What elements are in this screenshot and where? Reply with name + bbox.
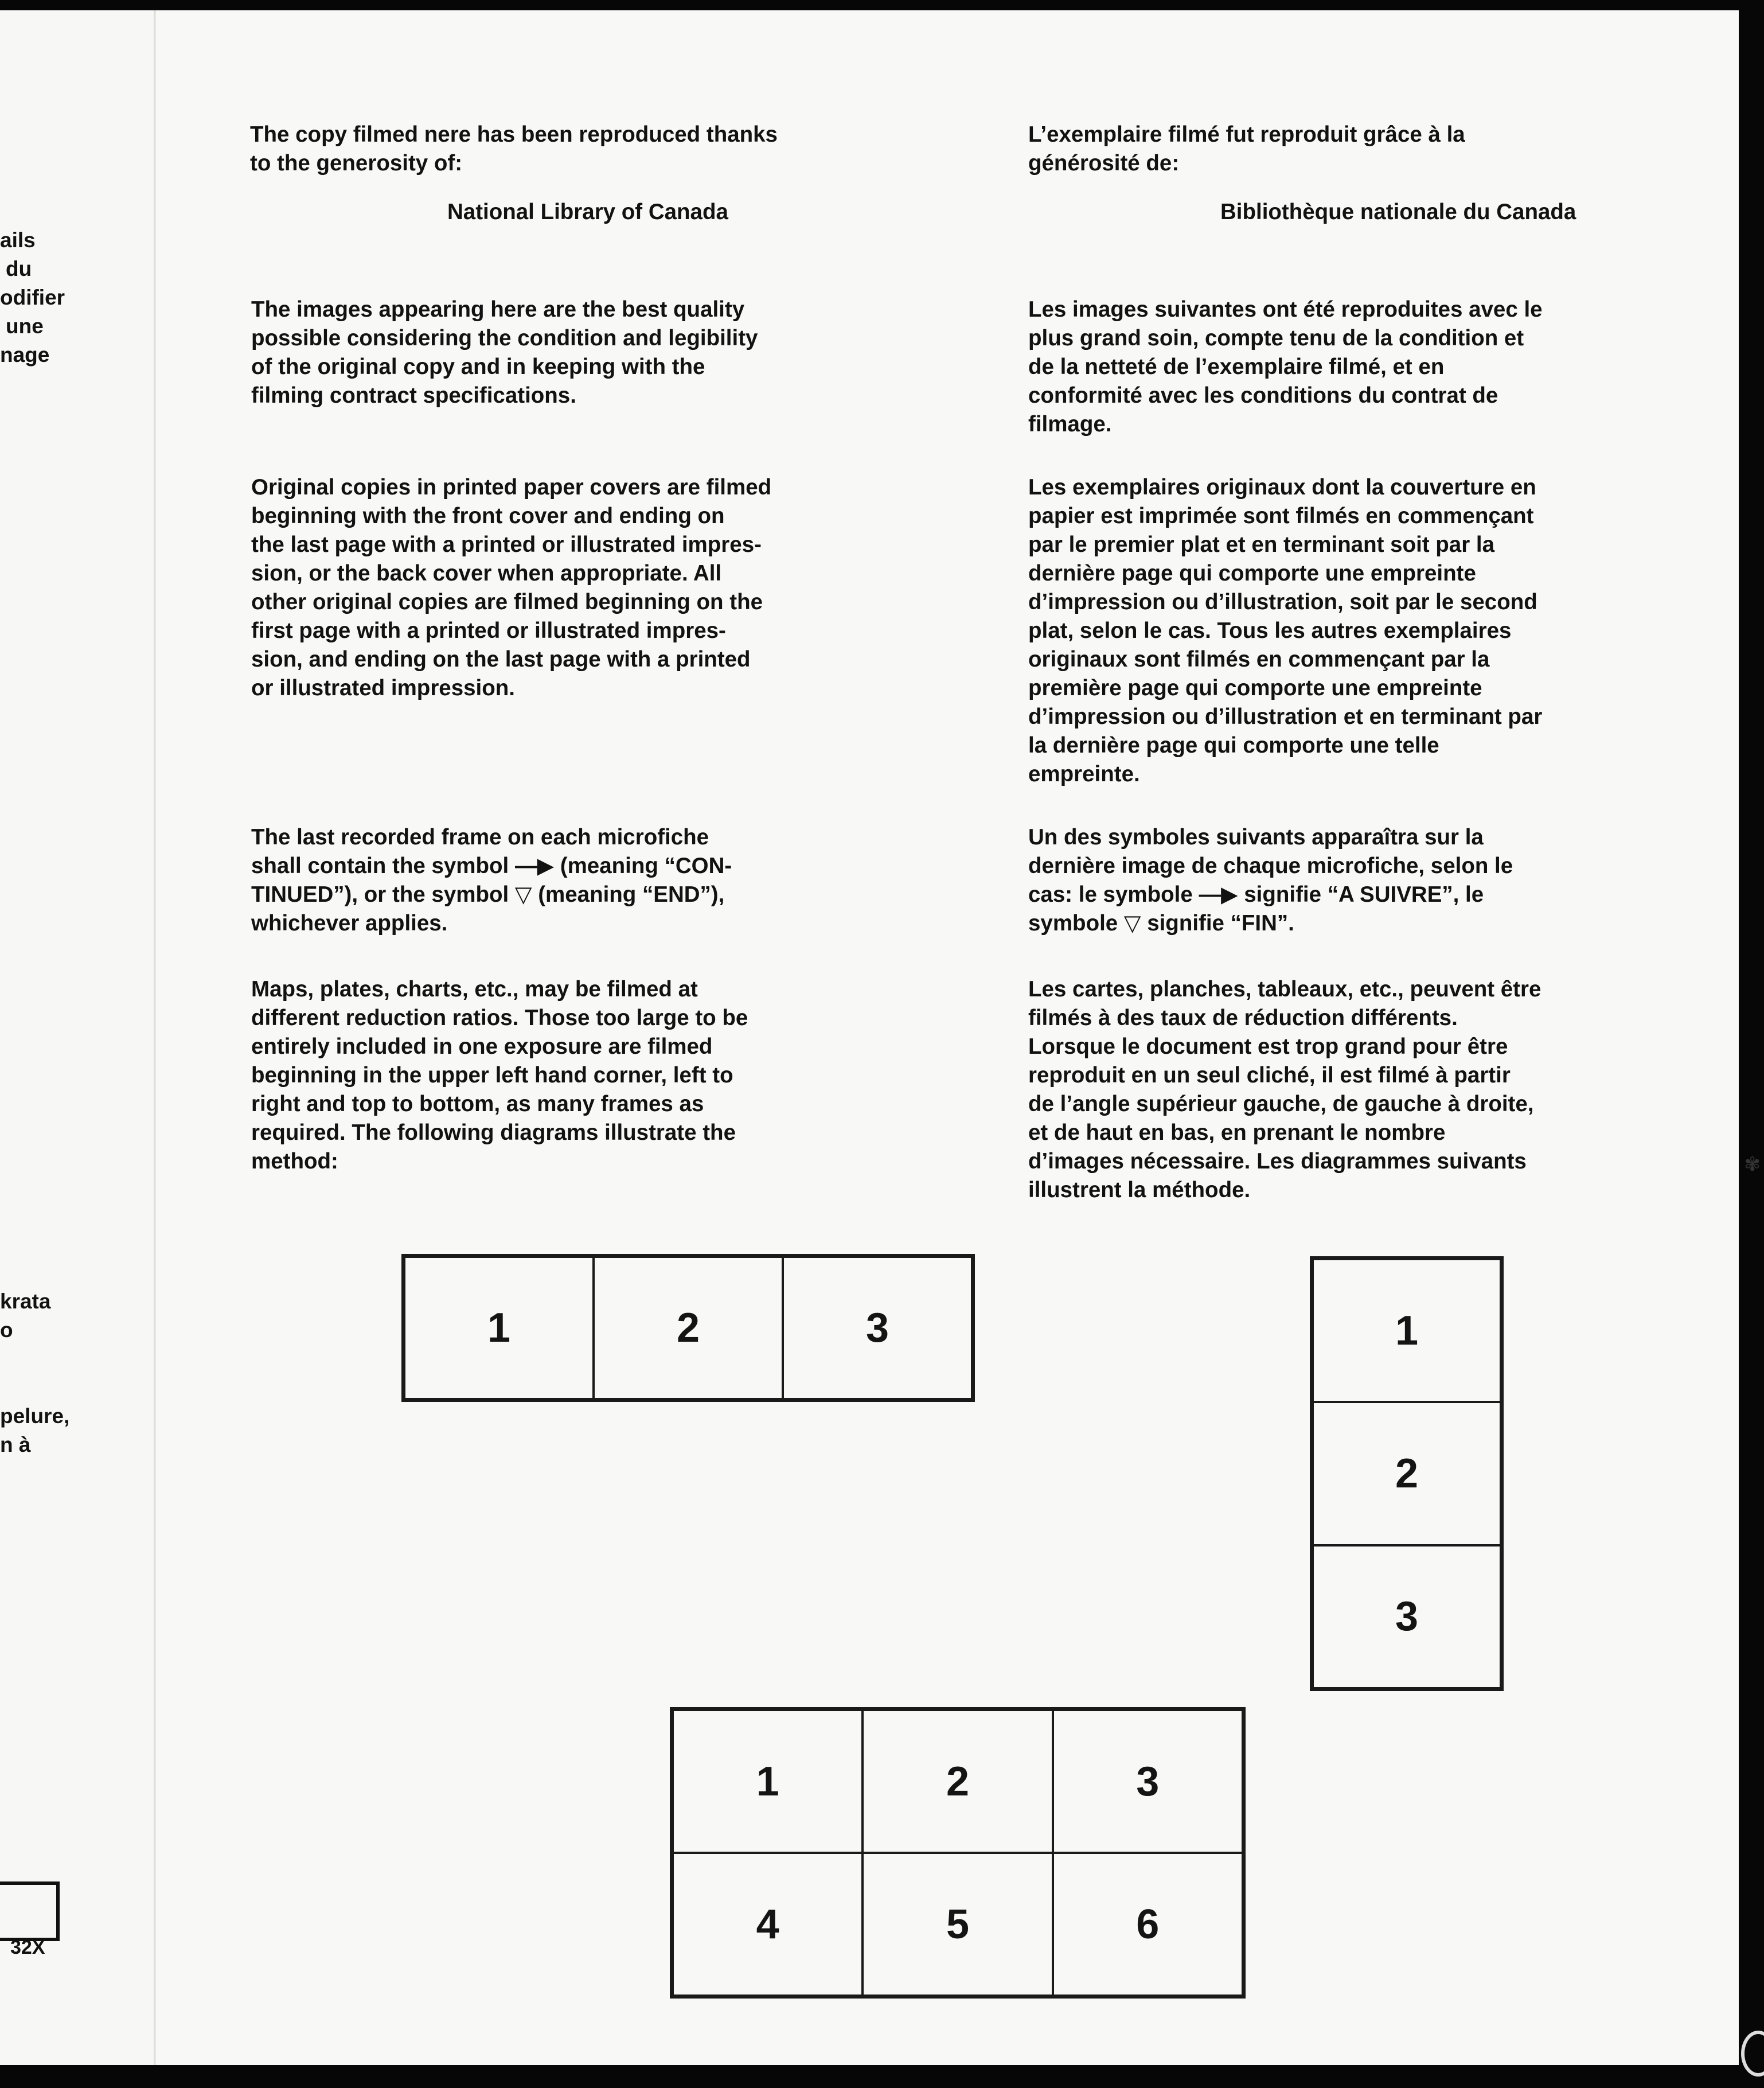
text-line: Un des symboles suivants apparaîtra sur la [1028, 825, 1484, 850]
text-line: shall contain the symbol —▶ (meaning “CON- [251, 854, 732, 878]
frame-cell: 1 [673, 1710, 863, 1853]
text-line: de l’angle supérieur gauche, de gauche à droite, [1028, 1092, 1534, 1116]
frame-cell: 3 [1053, 1710, 1243, 1853]
text-line: dernière image de chaque microfiche, selon le [1028, 854, 1513, 878]
text-line: sion, or the back cover when appropriate. All [251, 561, 722, 586]
edge-speck-icon: ✾ [1744, 1154, 1761, 1175]
text-line: plat, selon le cas. Tous les autres exemplaires [1028, 618, 1512, 643]
text-line: right and top to bottom, as many frames as [251, 1092, 704, 1116]
text-line: symbole ▽ signifie “FIN”. [1028, 911, 1294, 936]
text-line: cas: le symbole —▶ signifie “A SUIVRE”, le [1028, 882, 1484, 907]
text-line: beginning with the front cover and ending on [251, 504, 725, 528]
text-line: beginning in the upper left hand corner, left to [251, 1063, 733, 1088]
margin-fragment: nage [0, 343, 50, 367]
text-line: par le premier plat et en terminant soit par la [1028, 532, 1495, 557]
text-line: Maps, plates, charts, etc., may be filmed at [251, 977, 698, 1002]
english-intro: to the generosity of: [250, 151, 463, 176]
frame-cell: 5 [863, 1853, 1052, 1996]
diagram-vertical [1310, 1256, 1504, 1691]
text-line: sion, and ending on the last page with a printed [251, 647, 751, 672]
text-line: reproduit en un seul cliché, il est filmé à partir [1028, 1063, 1511, 1088]
corner-mark-icon [1741, 2031, 1764, 2077]
text-line: the last page with a printed or illustrated impres- [251, 532, 762, 557]
text-line: whichever applies. [251, 911, 448, 936]
frame-cell: 2 [863, 1710, 1052, 1853]
french-intro: générosité de: [1028, 151, 1180, 176]
text-line: originaux sont filmés en commençant par la [1028, 647, 1490, 672]
text-line: Lorsque le document est trop grand pour être [1028, 1034, 1508, 1059]
frame-cell: 1 [1313, 1259, 1501, 1402]
text-line: d’images nécessaire. Les diagrammes suivants [1028, 1149, 1527, 1174]
margin-fragment: odifier [0, 286, 65, 309]
text-line: entirely included in one exposure are filmed [251, 1034, 713, 1059]
text-line: Les images suivantes ont été reproduites avec le [1028, 297, 1543, 322]
text-line: illustrent la méthode. [1028, 1178, 1251, 1202]
frame-cell: 3 [1313, 1545, 1501, 1688]
margin-fragment: o [0, 1318, 13, 1342]
text-line: method: [251, 1149, 338, 1174]
text-line: de la netteté de l’exemplaire filmé, et en [1028, 355, 1445, 379]
french-intro: L’exemplaire filmé fut reproduit grâce à la [1028, 122, 1465, 147]
frame-cell: 4 [673, 1853, 863, 1996]
frame-cell: 3 [783, 1257, 972, 1399]
english-intro: The copy filmed nere has been reproduced thanks [250, 122, 778, 147]
text-line: plus grand soin, compte tenu de la condition et [1028, 326, 1524, 350]
text-line: filming contract specifications. [251, 383, 576, 408]
text-line: Original copies in printed paper covers are filmed [251, 475, 772, 500]
magnification-label: 32X [10, 1937, 45, 1958]
text-line: required. The following diagrams illustrate the [251, 1120, 736, 1145]
text-line: papier est imprimée sont filmés en commençant [1028, 504, 1534, 528]
diagram-horizontal [401, 1254, 975, 1402]
frame-cell: 6 [1053, 1853, 1243, 1996]
text-line: Les cartes, planches, tableaux, etc., peuvent être [1028, 977, 1541, 1002]
text-line: The images appearing here are the best quality [251, 297, 745, 322]
margin-fragment: une [6, 314, 44, 338]
reduction-box [0, 1881, 60, 1941]
french-institution: Bibliothèque nationale du Canada [1220, 200, 1576, 224]
frame-cell: 1 [404, 1257, 594, 1399]
diagram-grid [670, 1707, 1246, 1999]
frame-cell: 2 [1313, 1402, 1501, 1545]
english-institution: National Library of Canada [447, 200, 728, 224]
margin-fragment: krata [0, 1290, 51, 1313]
text-line: conformité avec les conditions du contrat de [1028, 383, 1498, 408]
text-line: TINUED”), or the symbol ▽ (meaning “END”), [251, 882, 725, 907]
text-line: d’impression ou d’illustration et en terminant par [1028, 704, 1543, 729]
text-line: la dernière page qui comporte une telle [1028, 733, 1439, 758]
margin-fragment: pelure, [0, 1404, 70, 1428]
frame-cell: 2 [594, 1257, 783, 1399]
text-line: possible considering the condition and legibility [251, 326, 758, 350]
text-line: The last recorded frame on each microfiche [251, 825, 709, 850]
text-line: dernière page qui comporte une empreinte [1028, 561, 1476, 586]
text-line: first page with a printed or illustrated impres- [251, 618, 726, 643]
margin-fragment: du [6, 257, 32, 281]
text-line: different reduction ratios. Those too large to be [251, 1006, 748, 1030]
text-line: other original copies are filmed beginning on the [251, 590, 763, 614]
margin-fragment: ails [0, 228, 36, 252]
margin-fragment: n à [0, 1433, 31, 1456]
text-line: or illustrated impression. [251, 676, 515, 700]
previous-page-strip [0, 10, 155, 2065]
text-line: Les exemplaires originaux dont la couverture en [1028, 475, 1536, 500]
text-line: filmage. [1028, 412, 1112, 437]
text-line: première page qui comporte une empreinte [1028, 676, 1482, 700]
text-line: of the original copy and in keeping with the [251, 355, 705, 379]
text-line: empreinte. [1028, 762, 1140, 786]
text-line: et de haut en bas, en prenant le nombre [1028, 1120, 1446, 1145]
text-line: d’impression ou d’illustration, soit par le second [1028, 590, 1537, 614]
text-line: filmés à des taux de réduction différents. [1028, 1006, 1458, 1030]
